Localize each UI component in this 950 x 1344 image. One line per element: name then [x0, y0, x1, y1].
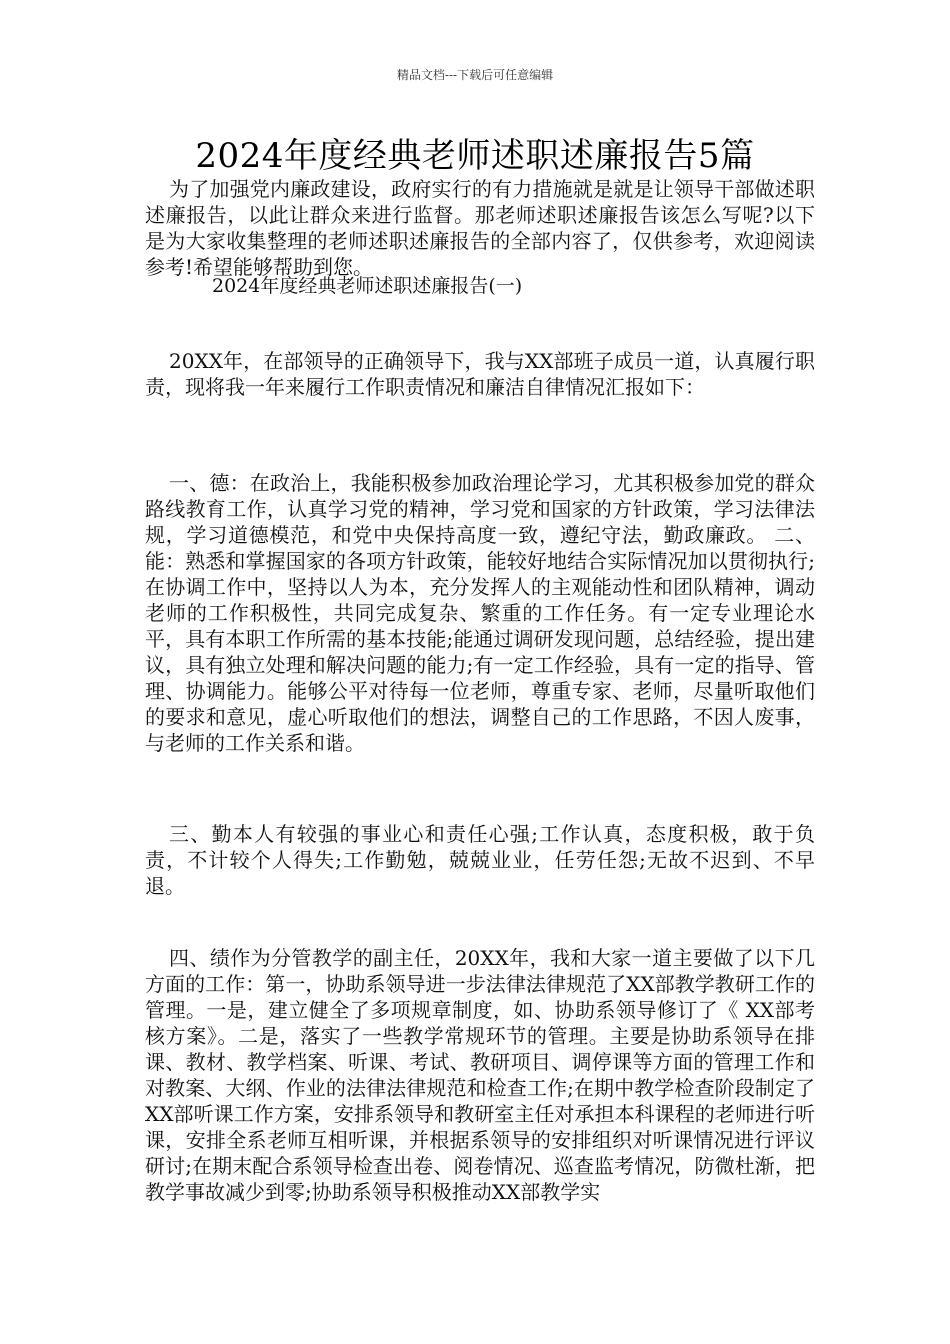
- paragraph-virtue-ability: 一、德：在政治上，我能积极参加政治理论学习，尤其积极参加党的群众路线教育工作，认真学习党的精神，学习党和国家的方针政策，学习法律法规，学习道德模范，和党中央保持高度一致，遵纪守法，勤政廉政。 二、能：熟悉和掌握国家的各项方针政策，能较好地结合实际情况加以贯彻执行;在协调工作中，坚持以人为本，充分发挥人的主观能动性和团队精神，调动老师的工作积极性，共同完成复杂、繁重的工作任务。有一定专业理论水平，具有本职工作所需的基本技能;能通过调研发现问题，总结经验，提出建议，具有独立处理和解决问题的能力;有一定工作经验，具有一定的指导、管理、协调能力。能够公平对待每一位老师，尊重专家、老师，尽量听取他们的要求和意见，虚心听取他们的想法，调整自己的工作思路，不因人废事，与老师的工作关系和谐。: [145, 471, 815, 755]
- paragraph-achievements: 四、绩作为分管教学的副主任，20XX年，我和大家一道主要做了以下几方面的工作：第一，协助系领导进一步法律法律规范了XX部教学教研工作的管理。一是，建立健全了多项规章制度，如、协助系领导修订了《 XX部考核方案》。二是，落实了一些教学常规环节的管理。主要是协助系领导在排课、教材、教学档案、听课、考试、教研项目、调停课等方面的管理工作和对教案、大纲、作业的法律法律规范和检查工作;在期中教学检查阶段制定了XX部听课工作方案，安排系领导和教研室主任对承担本科课程的老师进行听课，安排全系老师互相听课，并根据系领导的安排组织对听课情况进行评议研讨;在期末配合系领导检查出卷、阅卷情况、巡查监考情况，防微杜渐，把教学事故减少到零;协助系领导积极推动XX部教学实: [145, 946, 815, 1204]
- document-title: 2024年度经典老师述职述廉报告5篇: [195, 136, 755, 176]
- paragraph-diligence: 三、勤本人有较强的事业心和责任心强;工作认真，态度积极，敢于负责，不计较个人得失;工作勤勉，兢兢业业，任劳任怨;无故不迟到、不早退。: [145, 822, 815, 898]
- paragraph-opening: 20XX年，在部领导的正确领导下，我与XX部班子成员一道，认真履行职责，现将我一年来履行工作职责情况和廉洁自律情况汇报如下：: [145, 349, 815, 399]
- page-header-watermark: 精品文档---下载后可任意编辑: [396, 68, 554, 82]
- intro-paragraph: 为了加强党内廉政建设，政府实行的有力措施就是就是让领导干部做述职述廉报告，以此让群众来进行监督。那老师述职述廉报告该怎么写呢?以下是为大家收集整理的老师述职述廉报告的全部内容了，仅供参考，欢迎阅读参考!希望能够帮助到您。: [145, 177, 815, 279]
- section-subtitle: 2024年度经典老师述职述廉报告(一): [212, 275, 523, 297]
